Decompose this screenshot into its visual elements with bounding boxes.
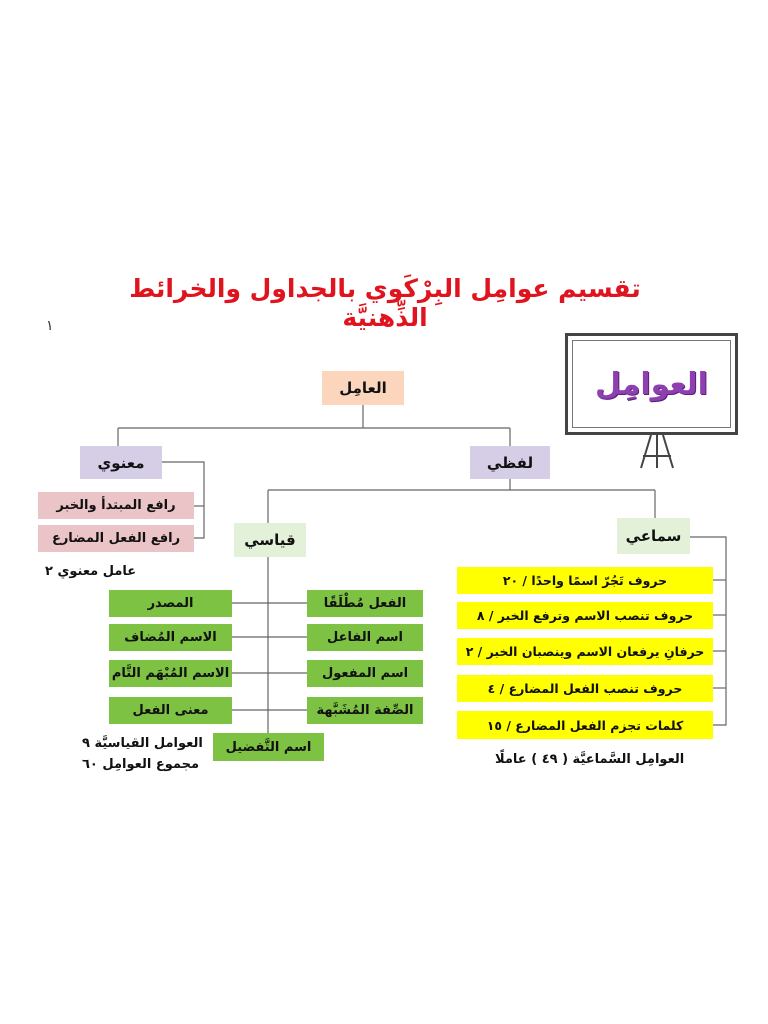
- manawi-count: عامل معنوي ٢: [45, 564, 137, 579]
- samai-item-1: حروف تَجُرّ اسمًا واحدًا / ٢٠: [457, 567, 713, 594]
- qiyasi-left-4: معنى الفعل: [109, 697, 232, 724]
- branch-lafzi: لفظي: [470, 446, 550, 479]
- qiyasi-left-1: المصدر: [109, 590, 232, 617]
- samai-count: العوامِل السَّماعيَّة ( ٤٩ ) عاملًا: [495, 752, 685, 767]
- board-frame: [572, 340, 731, 428]
- qiyasi-count: العوامل القياسيَّة ٩: [82, 736, 203, 751]
- diagram-title: تقسيم عوامِل البِرْكَوي بالجداول والخرائط الذِّهنيَّة: [129, 274, 641, 332]
- branch-manawi: معنوي: [80, 446, 162, 479]
- node-samai: سماعي: [617, 518, 690, 554]
- page-number: ١: [46, 318, 54, 334]
- qiyasi-right-1: الفعل مُطْلَقًا: [307, 590, 423, 617]
- qiyasi-left-3: الاسم المُبْهَم التَّام: [109, 660, 232, 687]
- board-title: العوامِل: [595, 366, 708, 402]
- qiyasi-right-3: اسم المفعول: [307, 660, 423, 687]
- qiyasi-right-4: الصِّفة المُشَبَّهة: [307, 697, 423, 724]
- samai-item-2: حروف تنصب الاسم وترفع الخبر / ٨: [457, 602, 713, 629]
- root-node: العامِل: [322, 371, 404, 405]
- manawi-item-1: رافع المبتدأ والخبر: [38, 492, 194, 519]
- node-qiyasi: قياسي: [234, 523, 306, 557]
- samai-item-5: كلمات تجزم الفعل المضارع / ١٥: [457, 711, 713, 739]
- manawi-item-2: رافع الفعل المضارع: [38, 525, 194, 552]
- qiyasi-left-2: الاسم المُضاف: [109, 624, 232, 651]
- qiyasi-center: اسم التَّفضيل: [213, 733, 324, 761]
- qiyasi-right-2: اسم الفاعل: [307, 624, 423, 651]
- samai-item-4: حروف تنصب الفعل المضارع / ٤: [457, 675, 713, 702]
- samai-item-3: حرفانِ يرفعان الاسم وينصبان الخبر / ٢: [457, 638, 713, 665]
- total-count: مجموع العوامِل ٦٠: [82, 757, 200, 772]
- title-board: [565, 333, 738, 435]
